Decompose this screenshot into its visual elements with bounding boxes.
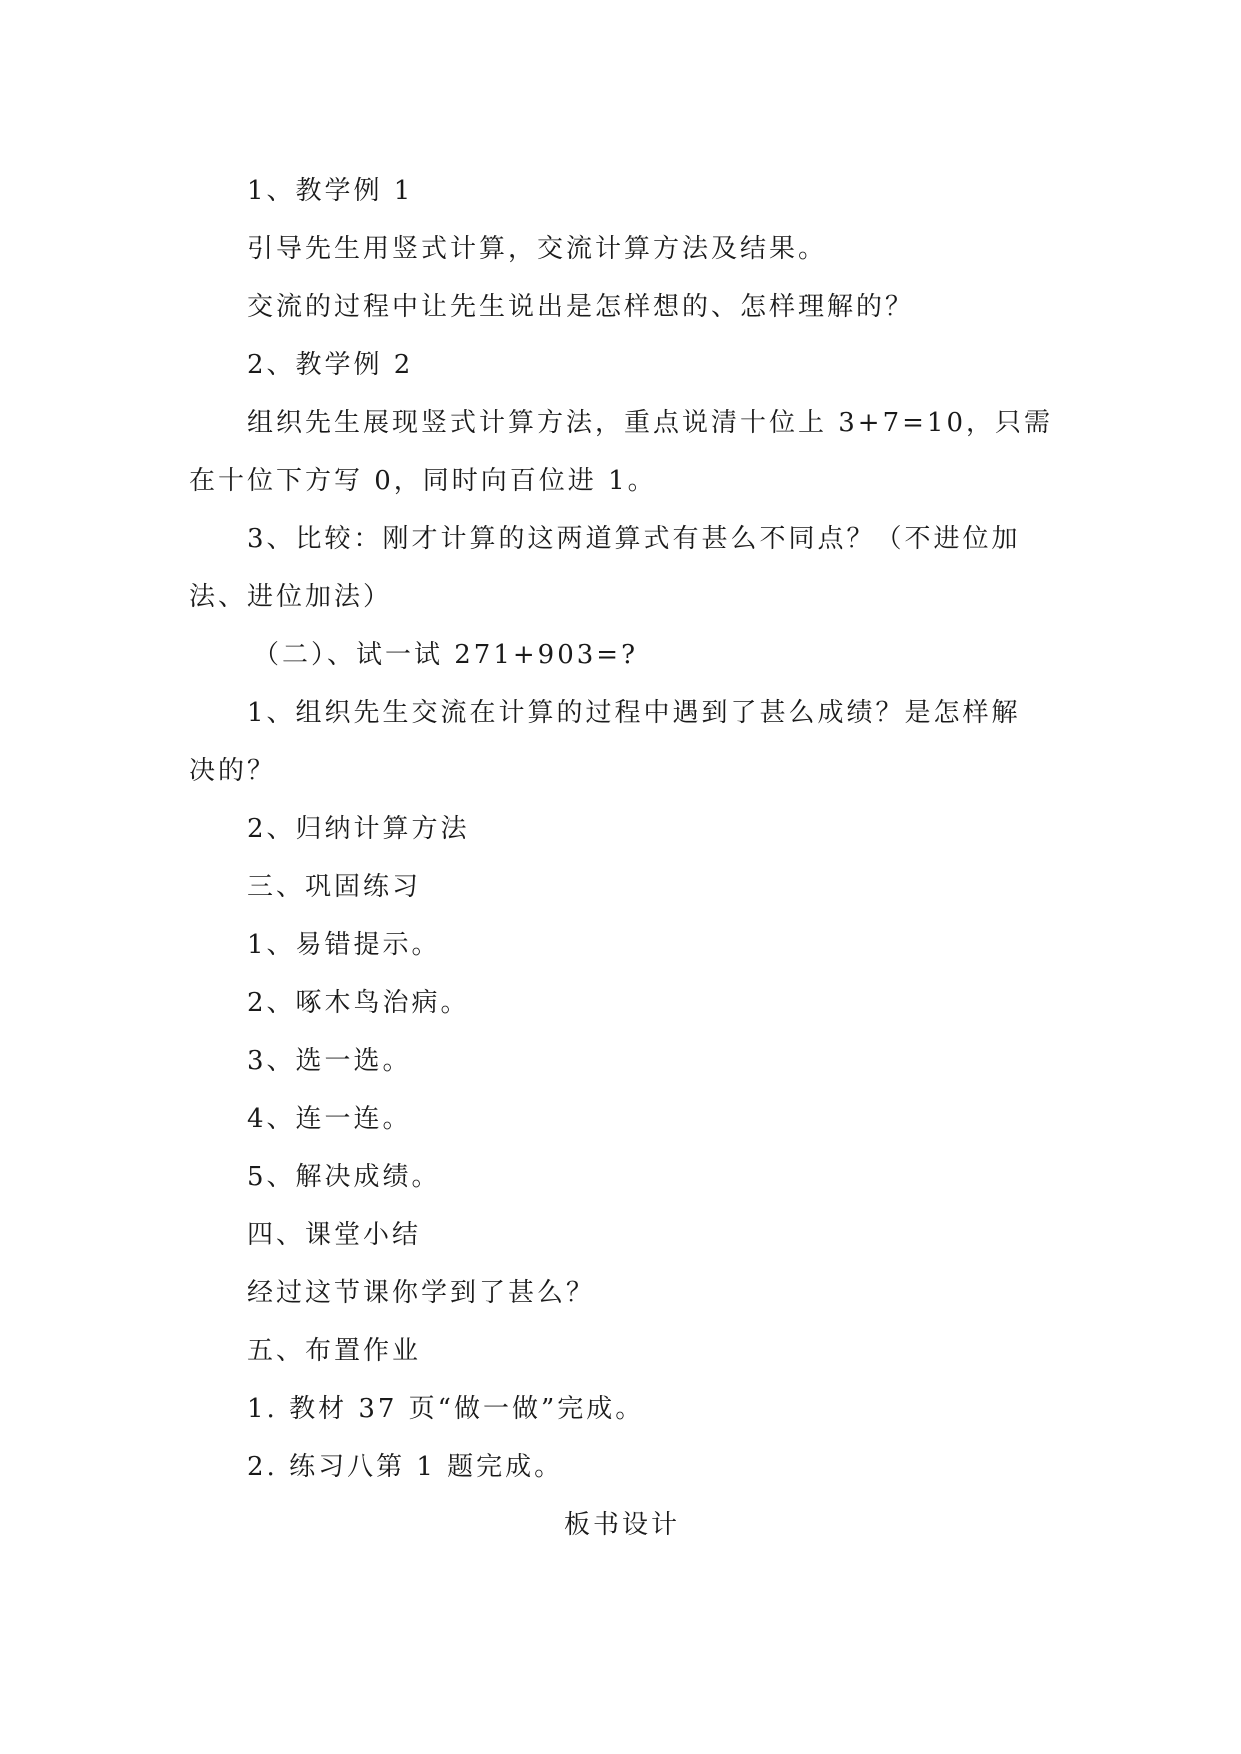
list-item: 5、解决成绩。 [247, 1162, 441, 1192]
section-heading: 五、布置作业 [247, 1336, 422, 1366]
paragraph-line: 组织先生展现竖式计算方法，重点说清十位上 3+7=10，只需 [247, 408, 1054, 438]
list-item: 3、选一选。 [247, 1046, 412, 1076]
section-heading: 三、巩固练习 [247, 872, 422, 902]
paragraph-line: 1、教学例 1 [247, 176, 414, 206]
paragraph-line: 1、组织先生交流在计算的过程中遇到了甚么成绩？是怎样解 [247, 698, 1021, 728]
list-item: 2、啄木鸟治病。 [247, 988, 470, 1018]
paragraph-line: 法、进位加法） [189, 582, 393, 612]
paragraph-line: 在十位下方写 0，同时向百位进 1。 [189, 466, 657, 496]
paragraph-line: 引导先生用竖式计算，交流计算方法及结果。 [247, 234, 828, 264]
paragraph-line: 2、归纳计算方法 [247, 814, 470, 844]
paragraph-line: 2、教学例 2 [247, 350, 414, 380]
paragraph-line: 经过这节课你学到了甚么？ [247, 1278, 596, 1308]
list-item: 2. 练习八第 1 题完成。 [247, 1452, 564, 1482]
paragraph-line: 3、比较：刚才计算的这两道算式有甚么不同点？（不进位加 [247, 524, 1021, 554]
document-body [189, 162, 1055, 1554]
list-item: 4、连一连。 [247, 1104, 412, 1134]
section-heading: 四、课堂小结 [247, 1220, 422, 1250]
list-item: 1. 教材 37 页“做一做”完成。 [247, 1394, 645, 1424]
paragraph-line: 决的？ [189, 756, 277, 786]
paragraph-line: 交流的过程中让先生说出是怎样想的、怎样理解的？ [247, 292, 915, 322]
board-design-title: 板书设计 [563, 1510, 680, 1540]
list-item: 1、易错提示。 [247, 930, 441, 960]
section-heading: （二）、试一试 271+903=? [253, 640, 639, 670]
